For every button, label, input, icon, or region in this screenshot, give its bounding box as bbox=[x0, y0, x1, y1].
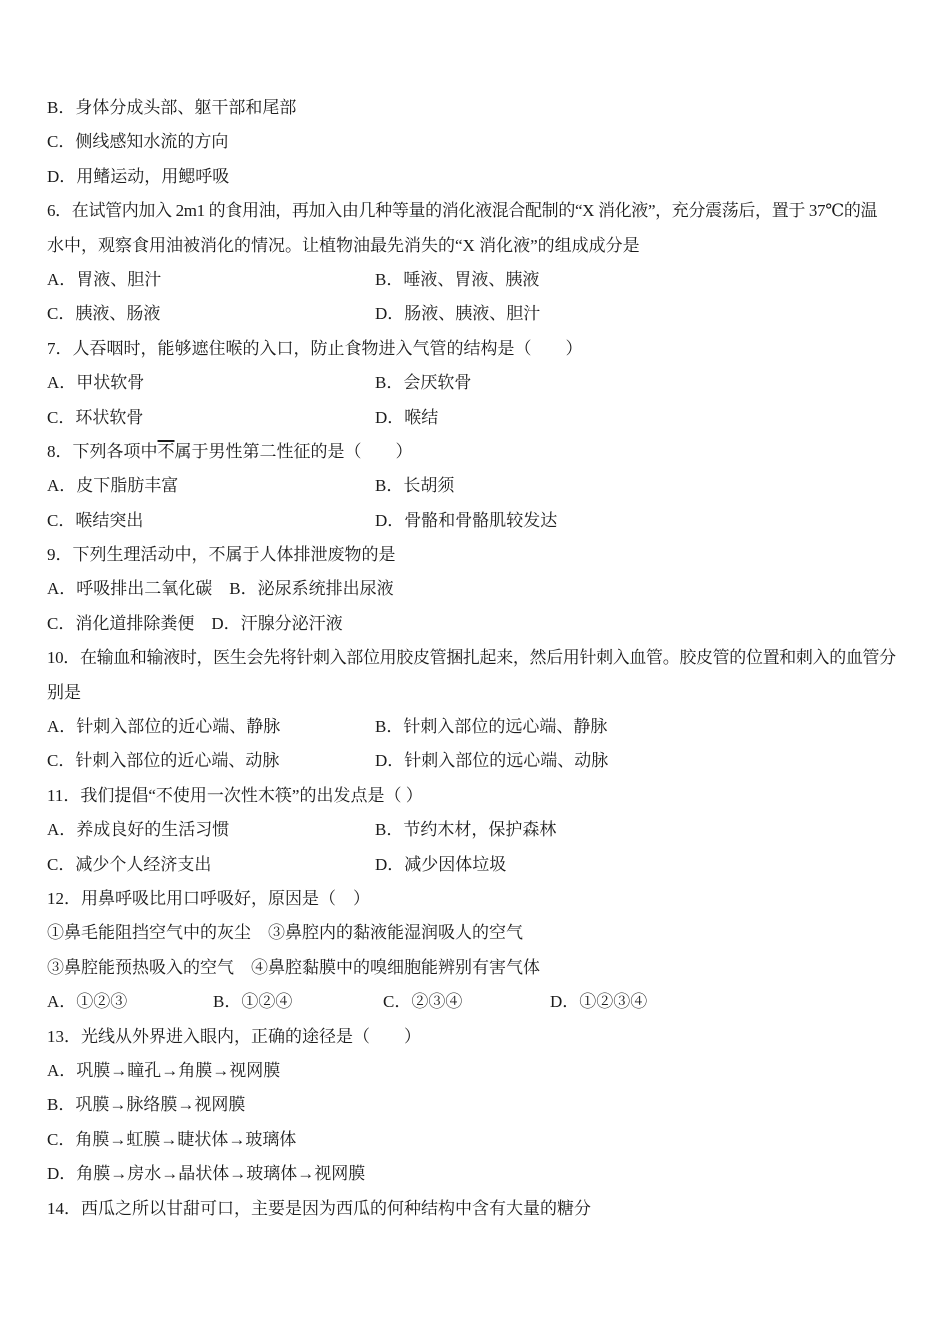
question-9-stem bbox=[47, 538, 908, 572]
option-text: B．巩膜→脉络膜→视网膜 bbox=[47, 1095, 246, 1115]
stem-prefix: 8．下列各项中 bbox=[47, 441, 158, 461]
question-14-stem bbox=[47, 1192, 908, 1226]
prev-question-option-c bbox=[47, 125, 908, 159]
option-text: A．巩膜→瞳孔→角膜→视网膜 bbox=[47, 1060, 281, 1080]
question-7-option-b: B．会厌软骨 bbox=[375, 373, 472, 393]
question-6-option-c: C．胰液、肠液 bbox=[47, 304, 161, 324]
question-8-options-ab bbox=[47, 469, 908, 503]
question-9-options-ab bbox=[47, 572, 908, 606]
question-text: 13．光线从外界进入眼内，正确的途径是（ ） bbox=[47, 1026, 421, 1046]
option-text: D．角膜→房水→晶状体→玻璃体→视网膜 bbox=[47, 1164, 366, 1184]
question-10-option-b: B．针刺入部位的远心端、静脉 bbox=[375, 717, 608, 737]
question-13-stem bbox=[47, 1020, 908, 1054]
question-6-stem-line-1 bbox=[47, 194, 908, 228]
question-12-option-c: C．②③④ bbox=[383, 992, 463, 1012]
question-text: 别是 bbox=[47, 682, 81, 702]
question-8-stem bbox=[47, 435, 908, 469]
question-text: 11．我们提倡“不使用一次性木筷”的出发点是（ ） bbox=[47, 785, 423, 805]
question-13-option-c bbox=[47, 1123, 908, 1157]
question-text: 6．在试管内加入 2m1 的食用油，再加入由几种等量的消化液混合配制的“X 消化液”，充分震荡后，置于 37℃的温 bbox=[47, 201, 878, 221]
question-11-options-ab bbox=[47, 813, 908, 847]
question-6-option-b: B．唾液、胃液、胰液 bbox=[375, 269, 540, 289]
emphasized-word: 不 bbox=[157, 441, 175, 461]
question-12-statements-line-1 bbox=[47, 916, 908, 950]
question-13-option-b bbox=[47, 1088, 908, 1122]
question-11-options-cd bbox=[47, 848, 908, 882]
question-6-option-d: D．肠液、胰液、胆汁 bbox=[375, 304, 541, 324]
question-12-option-a: A．①②③ bbox=[47, 992, 128, 1012]
exam-questions-block bbox=[47, 91, 908, 1226]
question-text: 水中，观察食用油被消化的情况。让植物油最先消失的“X 消化液”的组成成分是 bbox=[47, 235, 640, 255]
question-7-options-ab bbox=[47, 366, 908, 400]
question-10-option-c: C．针刺入部位的近心端、动脉 bbox=[47, 751, 280, 771]
question-text: 7．人吞咽时，能够遮住喉的入口，防止食物进入气管的结构是（ ） bbox=[47, 338, 583, 358]
question-6-stem-line-2 bbox=[47, 229, 908, 263]
question-8-options-cd bbox=[47, 504, 908, 538]
question-10-options-cd bbox=[47, 744, 908, 778]
question-7-option-a: A．甲状软骨 bbox=[47, 373, 145, 393]
question-7-option-c: C．环状软骨 bbox=[47, 407, 144, 427]
question-11-option-c: C．减少个人经济支出 bbox=[47, 854, 212, 874]
question-8-option-d: D．骨骼和骨骼肌较发达 bbox=[375, 510, 558, 530]
statements-text: ③鼻腔能预热吸入的空气 ④鼻腔黏膜中的嗅细胞能辨别有害气体 bbox=[47, 957, 540, 977]
question-7-stem bbox=[47, 332, 908, 366]
question-8-option-c: C．喉结突出 bbox=[47, 510, 144, 530]
question-9-options-cd bbox=[47, 607, 908, 641]
question-6-options-cd bbox=[47, 297, 908, 331]
question-7-option-d: D．喉结 bbox=[375, 407, 439, 427]
options-text: C．消化道排除粪便 D．汗腺分泌汗液 bbox=[47, 613, 343, 633]
option-text: C．角膜→虹膜→睫状体→玻璃体 bbox=[47, 1129, 297, 1149]
question-8-option-b: B．长胡须 bbox=[375, 476, 455, 496]
question-10-stem-line-2 bbox=[47, 676, 908, 710]
question-11-option-d: D．减少因体垃圾 bbox=[375, 854, 507, 874]
question-13-option-a bbox=[47, 1054, 908, 1088]
options-text: A．呼吸排出二氧化碳 B．泌尿系统排出尿液 bbox=[47, 579, 394, 599]
question-10-stem-line-1 bbox=[47, 641, 908, 675]
question-12-statements-line-2 bbox=[47, 951, 908, 985]
question-text: 10．在输血和输液时，医生会先将针刺入部位用胶皮管捆扎起来，然后用针刺入血管。胶皮管的位置和刺入的血管分 bbox=[47, 648, 896, 668]
option-text: D．用鳍运动，用鳃呼吸 bbox=[47, 166, 230, 186]
question-10-option-a: A．针刺入部位的近心端、静脉 bbox=[47, 717, 281, 737]
question-10-options-ab bbox=[47, 710, 908, 744]
question-10-option-d: D．针刺入部位的远心端、动脉 bbox=[375, 751, 609, 771]
question-12-options-row bbox=[47, 985, 908, 1019]
prev-question-option-b bbox=[47, 91, 908, 125]
question-12-stem bbox=[47, 882, 908, 916]
prev-question-option-d bbox=[47, 160, 908, 194]
statements-text: ①鼻毛能阻挡空气中的灰尘 ③鼻腔内的黏液能湿润吸人的空气 bbox=[47, 923, 523, 943]
question-text: 9．下列生理活动中，不属于人体排泄废物的是 bbox=[47, 545, 396, 565]
question-11-option-b: B．节约木材，保护森林 bbox=[375, 820, 557, 840]
question-text: 12．用鼻呼吸比用口呼吸好，原因是（ ） bbox=[47, 888, 370, 908]
question-text: 14．西瓜之所以甘甜可口，主要是因为西瓜的何种结构中含有大量的糖分 bbox=[47, 1198, 591, 1218]
question-6-option-a: A．胃液、胆汁 bbox=[47, 269, 162, 289]
question-6-options-ab bbox=[47, 263, 908, 297]
question-11-stem bbox=[47, 779, 908, 813]
option-text: C．侧线感知水流的方向 bbox=[47, 132, 229, 152]
stem-suffix: 属于男性第二性征的是（ ） bbox=[174, 441, 413, 461]
question-7-options-cd bbox=[47, 401, 908, 435]
question-12-option-b: B．①②④ bbox=[213, 992, 293, 1012]
question-12-option-d: D．①②③④ bbox=[550, 992, 648, 1012]
question-8-option-a: A．皮下脂肪丰富 bbox=[47, 476, 179, 496]
question-13-option-d bbox=[47, 1157, 908, 1191]
question-11-option-a: A．养成良好的生活习惯 bbox=[47, 820, 230, 840]
option-text: B．身体分成头部、躯干部和尾部 bbox=[47, 98, 297, 117]
